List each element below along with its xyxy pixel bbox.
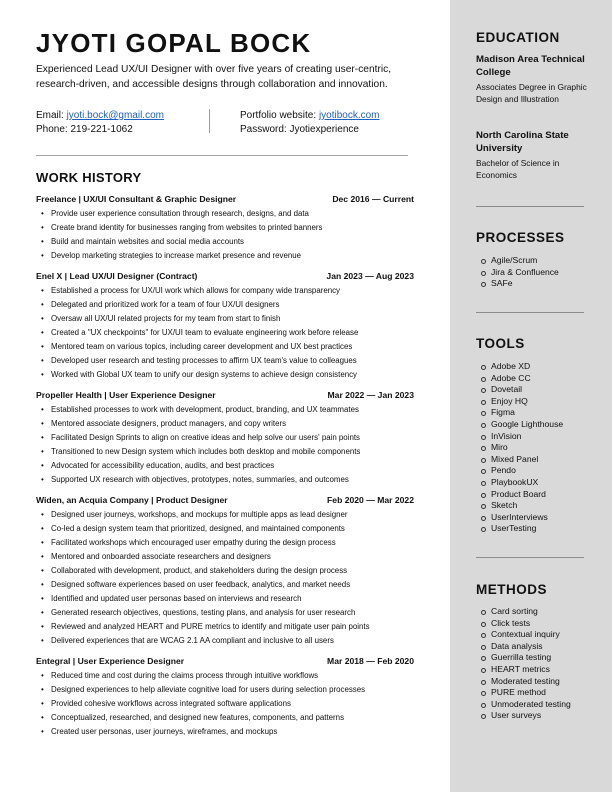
list-item: Product Board [476,489,563,501]
job-header [36,389,414,401]
job-dates: Dec 2016 — Current [332,194,414,204]
sidebar-divider [476,206,584,207]
job-bullet: • Designed software experiences based on user feedback, analytics, and market needs [36,578,416,592]
job-bullet: • Supported UX research with objectives, prototypes, notes, summaries, and outcomes [36,473,416,487]
list-item: PURE method [476,687,571,699]
school-name: Madison Area Technical College [476,54,585,78]
contact-left [36,109,164,136]
education-title: EDUCATION [476,30,560,45]
list-item: Sketch [476,500,563,512]
sidebar-divider [476,312,584,313]
email-link[interactable]: jyoti.bock@gmail.com [66,110,164,121]
portfolio-line [240,109,380,123]
job-title: Freelance | UX/UI Consultant & Graphic Designer [36,194,237,204]
list-item: Adobe CC [476,373,563,385]
list-item: Dovetail [476,384,563,396]
phone-line [36,123,164,137]
job-entry [36,494,416,648]
job-bullet: • Collaborated with development, product, and stakeholders during the design process [36,564,416,578]
methods-title: METHODS [476,582,547,597]
job-bullet: • Worked with Global UX team to unify our design systems to achieve design consistency [36,368,416,382]
phone-label: Phone: [36,123,68,135]
portfolio-label: Portfolio website: [240,110,317,121]
job-bullet: • Build and maintain websites and social media accounts [36,235,416,249]
job-header [36,193,414,205]
processes-list [476,255,559,290]
list-item: Agile/Scrum [476,255,559,267]
job-bullet: • Mentored team on various topics, including career development and UX best practices [36,340,416,354]
job-title: Widen, an Acquia Company | Product Designer [36,495,228,505]
portfolio-link[interactable]: jyotibock.com [318,110,380,121]
job-bullets [36,508,416,648]
list-item: Guerrilla testing [476,652,571,664]
job-header [36,655,414,667]
job-bullet: • Delegated and prioritized work for a team of four UX/UI designers [36,298,416,312]
degree: Associates Degree in Graphic Design and Illustration [476,82,587,104]
job-bullet: • Provide user experience consultation through research, designs, and data [36,207,416,221]
list-item: HEART metrics [476,664,571,676]
password-label: Password: [240,123,287,135]
job-bullet: • Designed experiences to help alleviate cognitive load for users during selection processes [36,683,416,697]
job-entry [36,389,416,487]
sidebar-divider [476,557,584,558]
list-item: Adobe XD [476,361,563,373]
list-item: UserInterviews [476,512,563,524]
job-bullet: • Established a process for UX/UI work which allows for company wide transparency [36,284,416,298]
password-line [240,123,380,137]
job-bullet: • Advocated for accessibility education, audits, and best practices [36,459,416,473]
job-bullet: • Generated research objectives, questions, testing plans, and analysis for user research [36,606,416,620]
list-item: Moderated testing [476,676,571,688]
job-bullet: • Co-led a design system team that prioritized, designed, and maintained components [36,522,416,536]
job-bullet: • Delivered experiences that are WCAG 2.1 AA compliant and inclusive to all users [36,634,416,648]
contact-divider [209,109,210,133]
list-item: Click tests [476,618,571,630]
list-item: Miro [476,442,563,454]
contact-block [36,109,416,139]
job-title: Entegral | User Experience Designer [36,656,185,666]
job-bullet: • Transitioned to new Design system which includes both desktop and mobile components [36,445,416,459]
password-value: Jyotiexperience [289,123,359,135]
job-bullet: • Established processes to work with development, product, branding, and UX teammates [36,403,416,417]
job-bullet: • Created user personas, user journeys, wireframes, and mockups [36,725,416,739]
job-header [36,270,414,282]
list-item: Data analysis [476,641,571,653]
job-dates: Jan 2023 — Aug 2023 [326,271,414,281]
list-item: Jira & Confluence [476,267,559,279]
job-bullets [36,207,416,263]
job-dates: Mar 2018 — Feb 2020 [327,656,414,666]
list-item: InVision [476,431,563,443]
job-bullet: • Created a "UX checkpoints" for UX/UI team to evaluate engineering work before release [36,326,416,340]
job-entry [36,270,416,382]
email-label: Email: [36,110,64,121]
list-item: SAFe [476,278,559,290]
list-item: UserTesting [476,523,563,535]
list-item: User surveys [476,710,571,722]
job-entry [36,193,416,263]
work-history-title: WORK HISTORY [36,170,142,185]
main-column [36,26,416,739]
job-bullet: • Oversaw all UX/UI related projects for my team from start to finish [36,312,416,326]
job-title: Enel X | Lead UX/UI Designer (Contract) [36,271,198,281]
candidate-name: JYOTI GOPAL BOCK [36,28,312,58]
job-bullet: • Designed user journeys, workshops, and mockups for multiple apps as lead designer [36,508,416,522]
tools-title: TOOLS [476,336,525,351]
sidebar [450,0,612,792]
job-header [36,494,414,506]
job-bullet: • Develop marketing strategies to increase market presence and revenue [36,249,416,263]
job-bullet: • Reviewed and analyzed HEART and PURE metrics to identify and mitigate user pain points [36,620,416,634]
job-bullets [36,284,416,382]
job-dates: Mar 2022 — Jan 2023 [327,390,414,400]
job-bullet: • Conceptualized, researched, and designed new features, components, and patterns [36,711,416,725]
list-item: PlaybookUX [476,477,563,489]
education-entry [476,129,596,181]
job-bullet: • Reduced time and cost during the claims process through intuitive workflows [36,669,416,683]
job-bullet: • Mentored associate designers, product managers, and copy writers [36,417,416,431]
list-item: Mixed Panel [476,454,563,466]
job-bullet: • Developed user research and testing processes to affirm UX team's value to colleagues [36,354,416,368]
tools-list [476,361,563,535]
job-entry [36,655,416,739]
job-title: Propeller Health | User Experience Designer [36,390,216,400]
job-bullet: • Create brand identity for businesses ranging from websites to printed banners [36,221,416,235]
list-item: Contextual inquiry [476,629,571,641]
contact-right [240,109,380,136]
job-bullet: • Provided cohesive workflows across integrated software applications [36,697,416,711]
summary: Experienced Lead UX/UI Designer with over five years of creating user-centric, research-driven, and accessible designs through collaboration and innovation. [36,64,392,90]
job-dates: Feb 2020 — Mar 2022 [327,495,414,505]
list-item: Pendo [476,465,563,477]
job-bullet: • Facilitated Design Sprints to align on creative ideas and help solve our users' pain points [36,431,416,445]
list-item: Card sorting [476,606,571,618]
phone-value: 219-221-1062 [70,123,133,135]
job-bullet: • Facilitated workshops which encouraged user empathy during the design process [36,536,416,550]
school-name: North Carolina State University [476,130,569,154]
processes-title: PROCESSES [476,230,565,245]
list-item: Enjoy HQ [476,396,563,408]
job-bullet: • Identified and updated user personas based on interviews and research [36,592,416,606]
methods-list [476,606,571,722]
education-entry [476,53,596,105]
job-bullet: • Mentored and onboarded associate researchers and designers [36,550,416,564]
list-item: Unmoderated testing [476,699,571,711]
job-bullets [36,403,416,487]
header-divider [36,155,408,156]
email-line [36,109,164,123]
list-item: Google Lighthouse [476,419,563,431]
degree: Bachelor of Science in Economics [476,158,560,180]
list-item: Figma [476,407,563,419]
job-bullets [36,669,416,739]
